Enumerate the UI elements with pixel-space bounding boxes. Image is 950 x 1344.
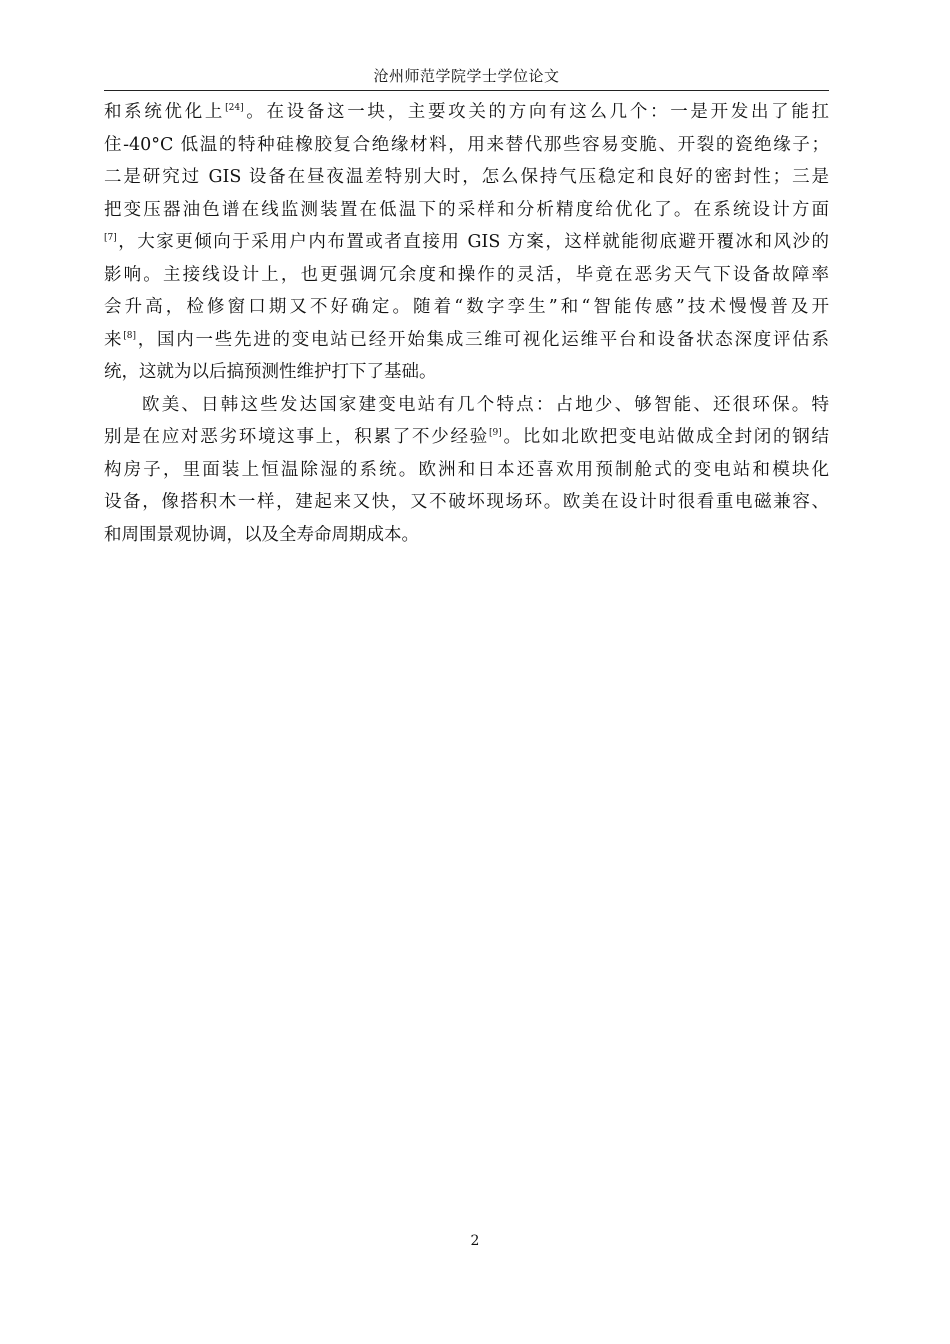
text-line: 二是研究过 GIS 设备在昼夜温差特别大时，怎么保持气压稳定和良好的密封性；三是 (104, 167, 829, 187)
page-number: 2 (470, 1233, 480, 1249)
text-run: 。在设备这一块，主要攻关的方向有这么几个：一是开发出了能扛 (243, 102, 830, 122)
paragraph (104, 96, 829, 389)
citation: [8] (123, 330, 136, 341)
text-line (104, 226, 829, 259)
text-line (104, 421, 829, 454)
text-line: 会升高，检修窗口期又不好确定。随着“数字孪生”和“智能传感”技术慢慢普及开 (104, 297, 829, 317)
text-line: 欧美、日韩这些发达国家建变电站有几个特点：占地少、够智能、还很环保。特 (142, 394, 829, 415)
text-run: 。比如北欧把变电站做成全封闭的钢结 (501, 427, 829, 447)
text-line (104, 96, 829, 129)
text-run: ，国内一些先进的变电站已经开始集成三维可视化运维平台和设备状态深度评估系 (136, 329, 829, 350)
citation: [24] (225, 103, 244, 113)
text-line: 和周围景观协调，以及全寿命周期成本。 (104, 524, 419, 545)
text-line: 设备，像搭积木一样，建起来又快，又不破坏现场环。欧美在设计时很看重电磁兼容、 (104, 492, 829, 512)
text-run: 别是在应对恶劣环境这事上，积累了不少经验 (104, 427, 489, 447)
citation: [7] (104, 233, 117, 243)
text-run: ，大家更倾向于采用户内布置或者直接用 GIS 方案，这样就能彻底避开覆冰和风沙的 (116, 232, 829, 252)
text-run: 和系统优化上 (104, 102, 226, 122)
text-line (104, 324, 829, 357)
paragraph (104, 389, 829, 552)
text-line: 统，这就为以后搞预测性维护打下了基础。 (104, 362, 437, 382)
page-header: 沧州师范学院学士学位论文 (373, 67, 560, 85)
text-line: 住-40°C 低温的特种硅橡胶复合绝缘材料，用来替代那些容易变脆、开裂的瓷绝缘子； (104, 134, 829, 155)
text-line: 影响。主接线设计上，也更强调冗余度和操作的灵活，毕竟在恶劣天气下设备故障率 (104, 264, 829, 285)
body-text (104, 96, 829, 551)
text-line: 构房子，里面装上恒温除湿的系统。欧洲和日本还喜欢用预制舱式的变电站和模块化 (104, 459, 829, 480)
text-line: 把变压器油色谱在线监测装置在低温下的采样和分析精度给优化了。在系统设计方面 (104, 199, 829, 220)
header-rule (104, 90, 829, 91)
text-run: 来 (104, 329, 124, 350)
citation: [9] (489, 428, 502, 438)
